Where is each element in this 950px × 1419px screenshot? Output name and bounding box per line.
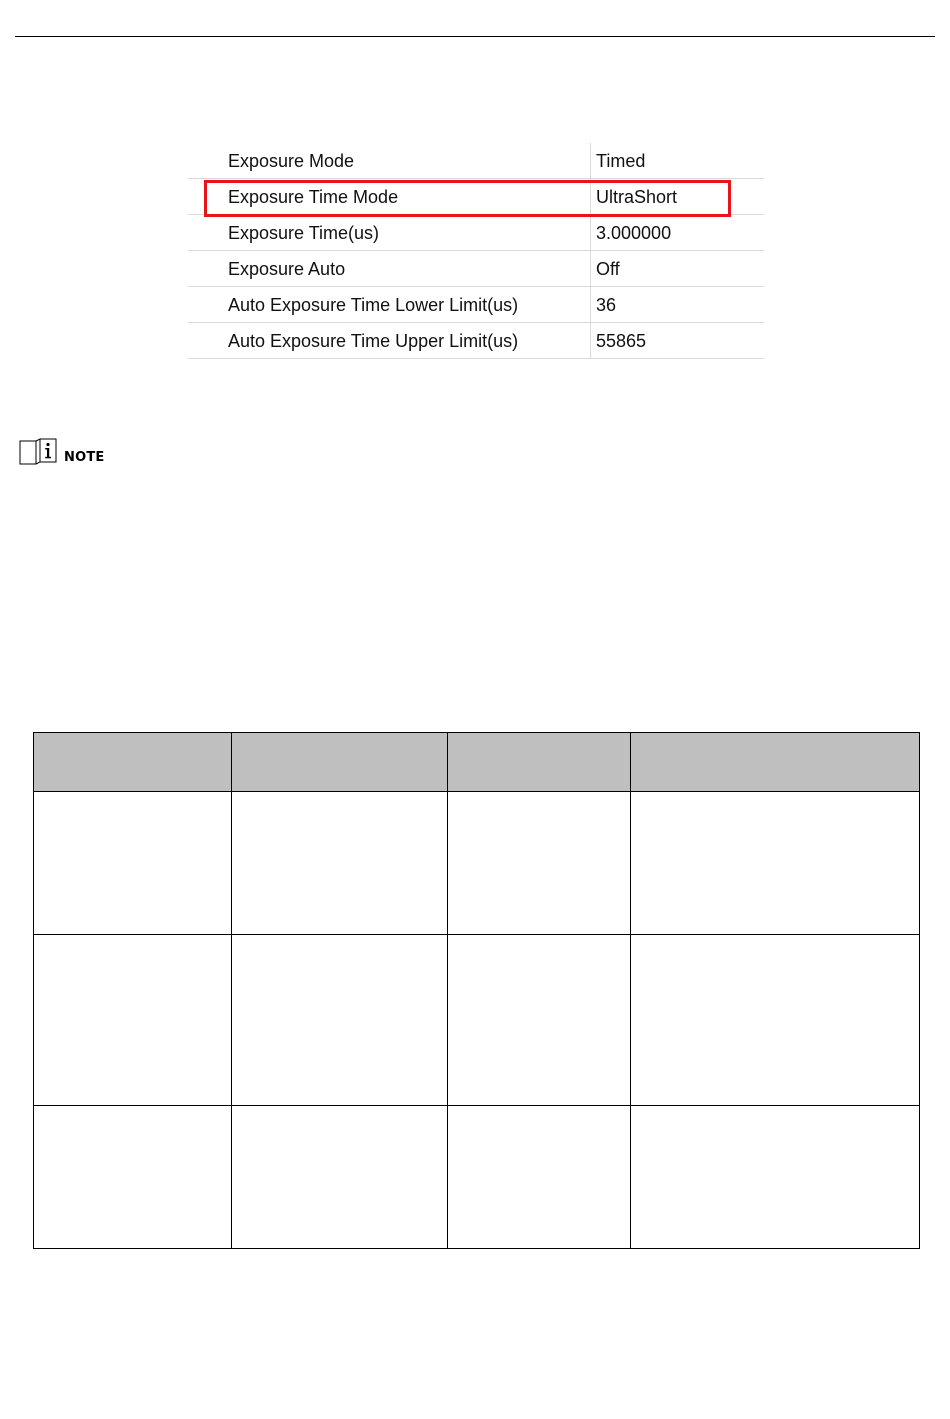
param-name: Auto Exposure Time Lower Limit(us) — [228, 295, 519, 315]
table-header-cell — [232, 733, 448, 792]
table-cell — [232, 935, 448, 1106]
param-value[interactable]: 36 — [596, 295, 617, 315]
table-header-cell — [34, 733, 232, 792]
parameter-grid — [188, 143, 764, 359]
table-row — [34, 792, 920, 935]
param-row-exposure-time[interactable] — [188, 215, 764, 251]
table-cell — [448, 1106, 631, 1249]
table-cell — [34, 935, 232, 1106]
table-cell — [448, 935, 631, 1106]
param-name: Auto Exposure Time Upper Limit(us) — [228, 331, 519, 351]
table-header-cell — [448, 733, 631, 792]
note-marker — [18, 437, 104, 467]
table-row — [34, 935, 920, 1106]
param-row-exposure-auto[interactable] — [188, 251, 764, 287]
param-value[interactable]: Timed — [596, 151, 646, 171]
column-divider — [590, 143, 591, 178]
table-cell — [631, 935, 920, 1106]
column-divider — [590, 215, 591, 250]
table-cell — [34, 1106, 232, 1249]
param-row-auto-exposure-upper-limit[interactable] — [188, 323, 764, 359]
table-header-row — [34, 733, 920, 792]
param-name: Exposure Mode — [228, 151, 355, 171]
table-cell — [631, 1106, 920, 1249]
column-divider — [590, 251, 591, 286]
table-cell — [232, 1106, 448, 1249]
param-row-auto-exposure-lower-limit[interactable] — [188, 287, 764, 323]
column-divider — [590, 287, 591, 322]
param-value[interactable]: 55865 — [596, 331, 647, 351]
book-info-icon — [18, 437, 58, 467]
note-label: NOTE — [64, 450, 105, 465]
table-cell — [631, 792, 920, 935]
param-name: Exposure Time(us) — [228, 223, 380, 243]
data-table — [33, 732, 920, 1249]
highlight-box — [204, 180, 731, 217]
table-cell — [232, 792, 448, 935]
table-cell — [448, 792, 631, 935]
header-rule — [15, 36, 935, 37]
param-value[interactable]: Off — [596, 259, 620, 279]
param-row-exposure-mode[interactable] — [188, 143, 764, 179]
table-cell — [34, 792, 232, 935]
param-name: Exposure Time Mode — [228, 187, 399, 207]
param-value[interactable]: UltraShort — [596, 187, 678, 207]
table-header-cell — [631, 733, 920, 792]
table-row — [34, 1106, 920, 1249]
column-divider — [590, 323, 591, 358]
param-value[interactable]: 3.000000 — [596, 223, 672, 243]
param-name: Exposure Auto — [228, 259, 346, 279]
